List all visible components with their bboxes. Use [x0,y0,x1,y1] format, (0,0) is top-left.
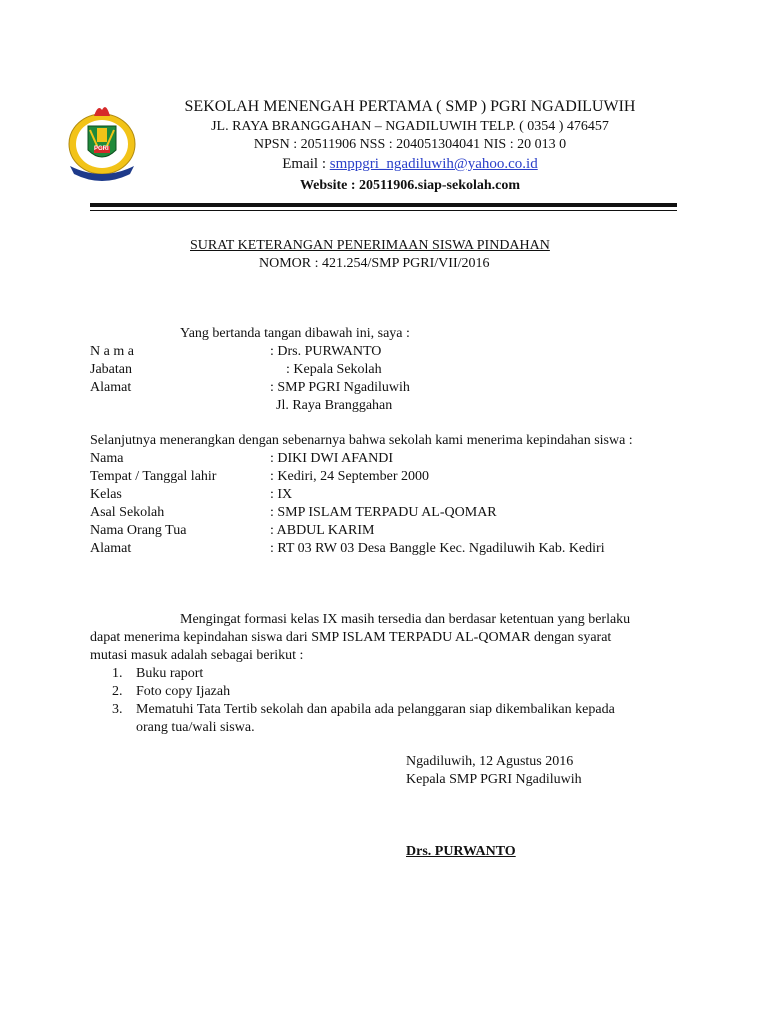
student-field-value: : ABDUL KARIM [270,523,375,538]
school-logo [64,100,140,182]
school-ids: NPSN : 20511906 NSS : 204051304041 NIS : 20 013 0 [253,137,567,152]
requirement-text-continued: orang tua/wali siswa. [136,720,255,735]
signer-address-value-1: : SMP PGRI Ngadiluwih [270,380,410,395]
student-intro: Selanjutnya menerangkan dengan sebenarnya bahwa sekolah kami menerima kepindahan siswa : [90,433,633,448]
signer-address-label: Alamat [90,380,132,395]
student-field-label: Kelas [90,487,122,502]
school-name: SEKOLAH MENENGAH PERTAMA ( SMP ) PGRI NGADILUWIH [184,98,636,115]
header-rule-thick [90,203,677,207]
letter-number: NOMOR : 421.254/SMP PGRI/VII/2016 [259,256,490,271]
requirement-number: 3. [112,702,123,717]
body-line-1: Mengingat formasi kelas IX masih tersedia dan berdasar ketentuan yang berlaku [180,612,631,627]
student-field-label: Alamat [90,541,132,556]
signer-address-value-2: Jl. Raya Branggahan [276,398,393,413]
requirement-number: 2. [112,684,123,699]
body-line-2: dapat menerima kepindahan siswa dari SMP ISLAM TERPADU AL-QOMAR dengan syarat [90,630,612,645]
student-field-label: Nama Orang Tua [90,523,187,538]
requirement-text: Mematuhi Tata Tertib sekolah dan apabila ada pelanggaran siap dikembalikan kepada [136,702,615,717]
body-line-3: mutasi masuk adalah sebagai berikut : [90,648,304,663]
student-field-value: : DIKI DWI AFANDI [270,451,393,466]
header-rule-thin [90,210,677,211]
email-link[interactable]: smppgri_ngadiluwih@yahoo.co.id [329,156,538,172]
requirement-number: 1. [112,666,123,681]
website-line: Website : 20511906.siap-sekolah.com [299,178,521,193]
school-address: JL. RAYA BRANGGAHAN – NGADILUWIH TELP. ( 0354 ) 476457 [211,119,609,134]
signer-name-value: : Drs. PURWANTO [270,344,382,359]
closing-title: Kepala SMP PGRI Ngadiluwih [406,772,582,787]
student-field-value: : Kediri, 24 September 2000 [270,469,430,484]
logo-text: PGRI [94,146,109,152]
student-field-label: Nama [90,451,124,466]
student-field-value: : SMP ISLAM TERPADU AL-QOMAR [270,505,497,520]
student-field-label: Tempat / Tanggal lahir [90,469,217,484]
email-label: Email : [282,156,330,172]
signer-intro: Yang bertanda tangan dibawah ini, saya : [180,326,410,341]
signer-position-label: Jabatan [90,362,132,377]
requirement-text: Buku raport [136,666,204,681]
signer-name-label: N a m a [90,344,134,359]
requirement-text: Foto copy Ijazah [136,684,231,699]
closing-place-date: Ngadiluwih, 12 Agustus 2016 [406,754,574,769]
student-field-label: Asal Sekolah [90,505,165,520]
signer-position-value: : Kepala Sekolah [286,362,382,377]
student-field-value: : IX [270,487,293,502]
letter-title: SURAT KETERANGAN PENERIMAAN SISWA PINDAHAN [190,238,550,253]
email-line [150,155,670,173]
signer-signature-name: Drs. PURWANTO [406,844,516,859]
student-field-value: : RT 03 RW 03 Desa Banggle Kec. Ngadiluwih Kab. Kediri [270,541,605,556]
